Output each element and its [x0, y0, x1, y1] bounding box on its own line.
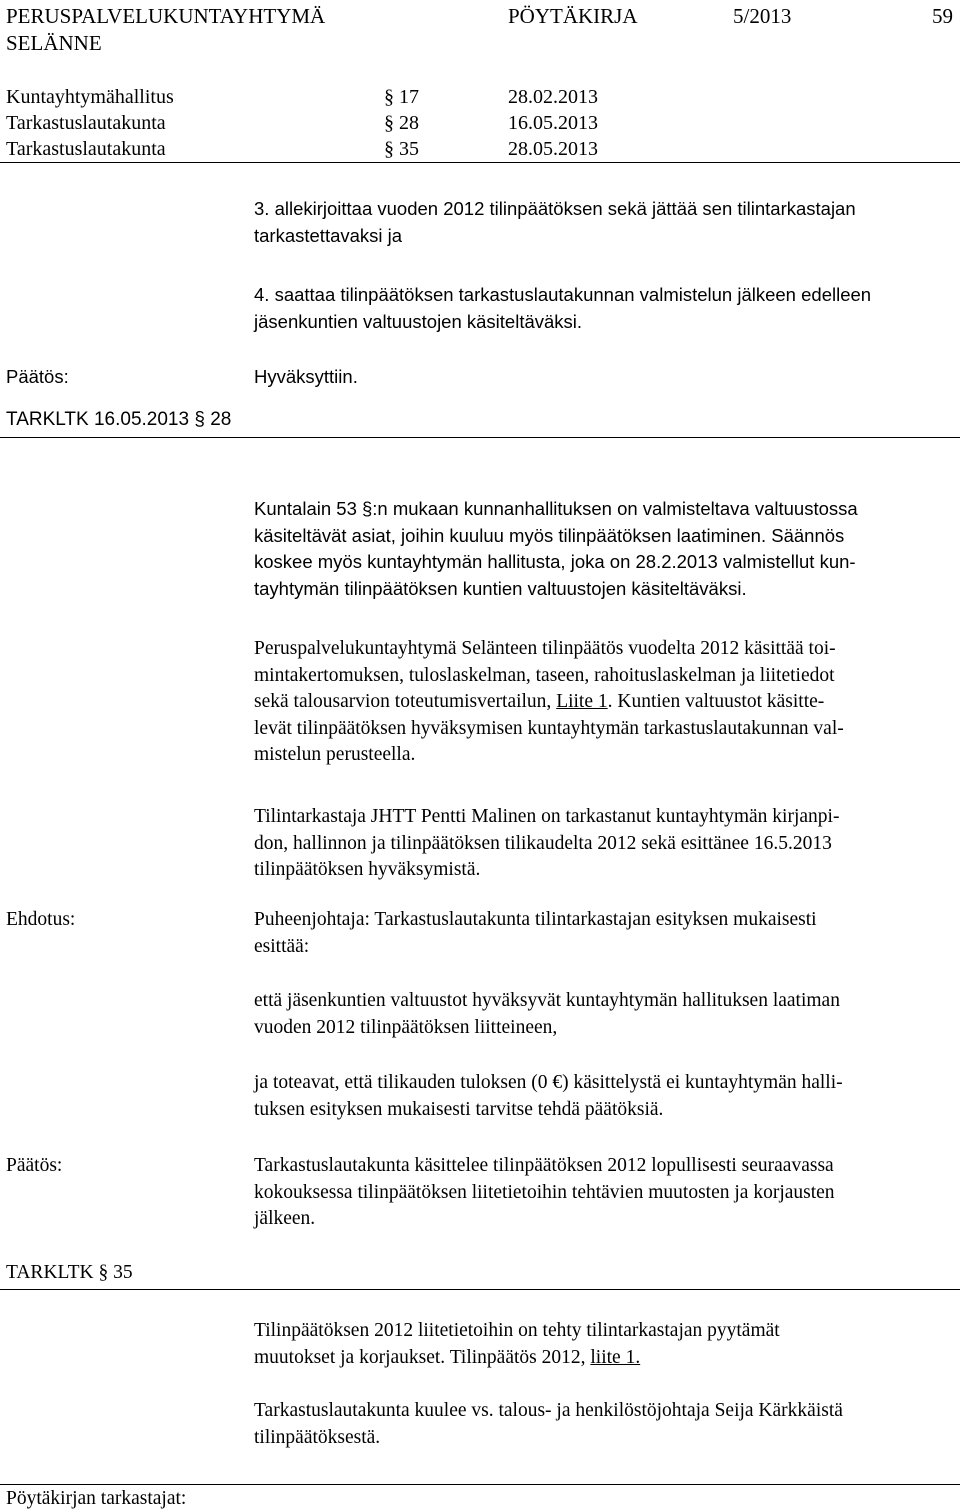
section-heading-35: TARKLTK § 35: [6, 1262, 133, 1283]
reference-date: 16.05.2013: [508, 112, 598, 134]
proposal-lead: Puheenjohtaja: Tarkastuslautakunta tilintarkastajan esityksen mukaisesti esittää:: [254, 909, 817, 957]
header-divider: [0, 162, 960, 163]
paragraph-kuntalaki: Kuntalain 53 §:n mukaan kunnanhallituksen on valmisteltava valtuustossa käsiteltävät asiat, joihin kuuluu myös tilinpäätöksen laatiminen. Säännös koskee myös kuntayhtymän hallitusta, joka on 28.2.2013 valmistellut kun- tayhtymän tilinpäätöksen kuntien valtuustojen käsiteltäväksi.: [254, 498, 858, 599]
footer-label: Pöytäkirjan tarkastajat:: [6, 1488, 187, 1509]
proposal-clause-2: ja toteavat, että tilikauden tuloksen (0 €) käsittelystä ei kuntayhtymän halli- tuksen esityksen mukaisesti tarvitse tehdä päätöksiä.: [254, 1072, 843, 1120]
proposal-label: Ehdotus:: [6, 909, 76, 930]
attachment-link[interactable]: liite 1.: [590, 1346, 641, 1368]
reference-body: Tarkastuslautakunta: [6, 138, 166, 160]
decision-text: Tarkastuslautakunta käsittelee tilinpäätöksen 2012 lopullisesti seuraavassa kokouksessa tilinpäätöksen liitetietoihin tehtävien muutosten ja korjausten jälkeen.: [254, 1155, 835, 1229]
reference-section: § 35: [384, 138, 419, 160]
reference-section: § 17: [384, 86, 419, 108]
paragraph-tilintarkastaja: Tilintarkastaja JHTT Pentti Malinen on tarkastanut kuntayhtymän kirjanpi- don, hallinnon ja tilinpäätöksen tilikaudelta 2012 sekä esittänee 16.5.2013 tilinpäätöksen hyväksymistä.: [254, 806, 840, 880]
document-number: 5/2013: [733, 4, 792, 28]
footer-divider: [0, 1484, 960, 1485]
reference-date: 28.05.2013: [508, 138, 598, 160]
paragraph-kuulee: Tarkastuslautakunta kuulee vs. talous- ja henkilöstöjohtaja Seija Kärkkäistä tilinpäätöksestä.: [254, 1400, 843, 1448]
proposal-clause-1: että jäsenkuntien valtuustot hyväksyvät kuntayhtymän hallituksen laatiman vuoden 2012 tilinpäätöksen liitteineen,: [254, 990, 840, 1038]
page-number: 59: [932, 4, 953, 28]
attachment-link[interactable]: Liite 1: [556, 691, 608, 712]
section-heading-28: TARKLTK 16.05.2013 § 28: [6, 409, 232, 430]
list-item-3: 3. allekirjoittaa vuoden 2012 tilinpäätöksen sekä jättää sen tilintarkastajan tarkastettavaksi ja: [254, 198, 856, 246]
section-divider: [0, 1289, 960, 1290]
decision-label: Päätös:: [6, 366, 69, 387]
document-type: PÖYTÄKIRJA: [508, 4, 638, 28]
paragraph-tilinpaatos: Peruspalvelukuntayhtymä Selänteen tilinpäätös vuodelta 2012 käsittää toi- mintakertomuksen, tuloslaskelman, taseen, rahoituslaskelman ja liitetiedot sekä talousarvion toteutumisvertailun, Liite 1. Kuntien valtuustot käsitte- levät tilinpäätöksen hyväksymisen kuntayhtymän tarkastuslautakunnan val- mistelun perusteella.: [254, 638, 844, 765]
reference-body: Kuntayhtymähallitus: [6, 86, 174, 108]
organization-name-line2: SELÄNNE: [6, 31, 102, 55]
decision-text: Hyväksyttiin.: [254, 366, 358, 387]
section-divider: [0, 437, 960, 438]
organization-name: PERUSPALVELUKUNTAYHTYMÄ: [6, 4, 326, 28]
paragraph-liitetiedot: Tilinpäätöksen 2012 liitetietoihin on tehty tilintarkastajan pyytämät muutokset ja korjaukset. Tilinpäätös 2012, liite 1.: [254, 1320, 780, 1368]
reference-date: 28.02.2013: [508, 86, 598, 108]
reference-body: Tarkastuslautakunta: [6, 112, 166, 134]
reference-section: § 28: [384, 112, 419, 134]
list-item-4: 4. saattaa tilinpäätöksen tarkastuslautakunnan valmistelun jälkeen edelleen jäsenkuntien valtuustojen käsiteltäväksi.: [254, 284, 872, 332]
decision-label: Päätös:: [6, 1155, 63, 1176]
